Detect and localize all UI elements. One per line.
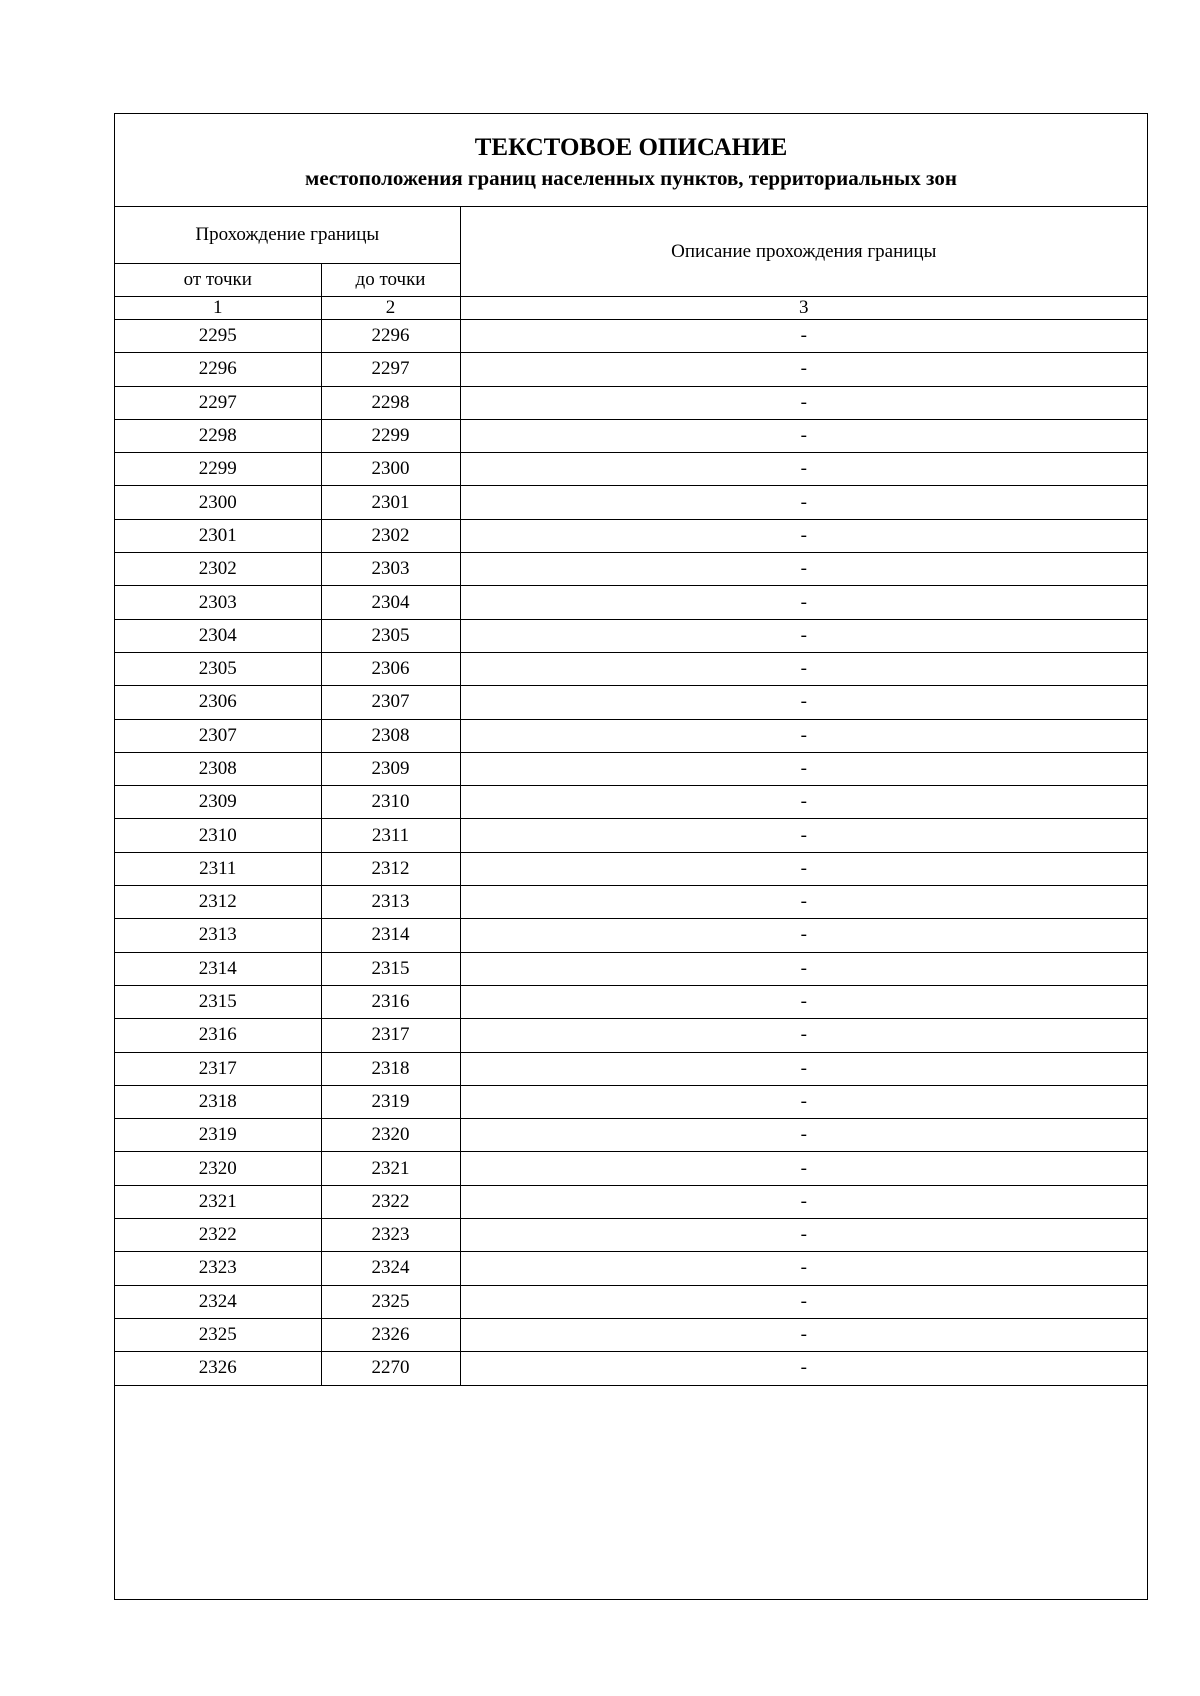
table-row xyxy=(115,985,1147,1018)
description-cell: - xyxy=(460,1052,1147,1085)
description-cell: - xyxy=(460,1019,1147,1052)
header-to-point: до точки xyxy=(321,264,460,297)
from-point-cell: 2320 xyxy=(115,1152,321,1185)
description-cell: - xyxy=(460,519,1147,552)
from-point-cell: 2309 xyxy=(115,786,321,819)
description-cell: - xyxy=(460,919,1147,952)
description-cell: - xyxy=(460,786,1147,819)
description-cell: - xyxy=(460,952,1147,985)
description-cell: - xyxy=(460,486,1147,519)
to-point-cell: 2310 xyxy=(321,786,460,819)
table-row xyxy=(115,1085,1147,1118)
to-point-cell: 2300 xyxy=(321,453,460,486)
to-point-cell: 2314 xyxy=(321,919,460,952)
from-point-cell: 2298 xyxy=(115,419,321,452)
from-point-cell: 2322 xyxy=(115,1219,321,1252)
table-row xyxy=(115,586,1147,619)
header-description: Описание прохождения границы xyxy=(460,207,1147,297)
to-point-cell: 2298 xyxy=(321,386,460,419)
table-row xyxy=(115,652,1147,685)
to-point-cell: 2322 xyxy=(321,1185,460,1218)
description-cell: - xyxy=(460,419,1147,452)
from-point-cell: 2300 xyxy=(115,486,321,519)
from-point-cell: 2296 xyxy=(115,353,321,386)
to-point-cell: 2303 xyxy=(321,553,460,586)
to-point-cell: 2307 xyxy=(321,686,460,719)
description-cell: - xyxy=(460,819,1147,852)
from-point-cell: 2315 xyxy=(115,985,321,1018)
to-point-cell: 2270 xyxy=(321,1352,460,1385)
description-cell: - xyxy=(460,886,1147,919)
description-cell: - xyxy=(460,652,1147,685)
from-point-cell: 2295 xyxy=(115,320,321,353)
table-row xyxy=(115,919,1147,952)
to-point-cell: 2312 xyxy=(321,852,460,885)
table-row xyxy=(115,320,1147,353)
document-title: ТЕКСТОВОЕ ОПИСАНИЕ xyxy=(474,134,788,161)
description-cell: - xyxy=(460,1185,1147,1218)
description-cell: - xyxy=(460,386,1147,419)
table-row xyxy=(115,486,1147,519)
to-point-cell: 2315 xyxy=(321,952,460,985)
header-boundary-passage: Прохождение границы xyxy=(115,207,460,264)
from-point-cell: 2314 xyxy=(115,952,321,985)
from-point-cell: 2324 xyxy=(115,1285,321,1318)
table-row xyxy=(115,886,1147,919)
table-row xyxy=(115,852,1147,885)
table-row xyxy=(115,1185,1147,1218)
description-cell: - xyxy=(460,453,1147,486)
table-row xyxy=(115,1152,1147,1185)
to-point-cell: 2302 xyxy=(321,519,460,552)
to-point-cell: 2318 xyxy=(321,1052,460,1085)
description-cell: - xyxy=(460,586,1147,619)
description-cell: - xyxy=(460,1152,1147,1185)
description-cell: - xyxy=(460,1085,1147,1118)
from-point-cell: 2312 xyxy=(115,886,321,919)
from-point-cell: 2311 xyxy=(115,852,321,885)
table-row xyxy=(115,1252,1147,1285)
to-point-cell: 2321 xyxy=(321,1152,460,1185)
to-point-cell: 2325 xyxy=(321,1285,460,1318)
to-point-cell: 2324 xyxy=(321,1252,460,1285)
document-frame xyxy=(114,113,1148,1600)
table-row xyxy=(115,819,1147,852)
description-cell: - xyxy=(460,852,1147,885)
from-point-cell: 2313 xyxy=(115,919,321,952)
from-point-cell: 2318 xyxy=(115,1085,321,1118)
table-row xyxy=(115,1052,1147,1085)
from-point-cell: 2326 xyxy=(115,1352,321,1385)
to-point-cell: 2323 xyxy=(321,1219,460,1252)
to-point-cell: 2308 xyxy=(321,719,460,752)
from-point-cell: 2307 xyxy=(115,719,321,752)
table-row xyxy=(115,952,1147,985)
to-point-cell: 2297 xyxy=(321,353,460,386)
from-point-cell: 2323 xyxy=(115,1252,321,1285)
table-row xyxy=(115,619,1147,652)
from-point-cell: 2317 xyxy=(115,1052,321,1085)
table-row xyxy=(115,1318,1147,1351)
from-point-cell: 2319 xyxy=(115,1119,321,1152)
table-row xyxy=(115,386,1147,419)
from-point-cell: 2297 xyxy=(115,386,321,419)
table-row xyxy=(115,786,1147,819)
table-row xyxy=(115,419,1147,452)
from-point-cell: 2299 xyxy=(115,453,321,486)
to-point-cell: 2301 xyxy=(321,486,460,519)
description-cell: - xyxy=(460,752,1147,785)
to-point-cell: 2299 xyxy=(321,419,460,452)
table-row xyxy=(115,1352,1147,1385)
title-block xyxy=(115,114,1147,207)
from-point-cell: 2302 xyxy=(115,553,321,586)
from-point-cell: 2325 xyxy=(115,1318,321,1351)
table-row xyxy=(115,719,1147,752)
column-number: 3 xyxy=(460,297,1147,320)
description-cell: - xyxy=(460,619,1147,652)
description-cell: - xyxy=(460,353,1147,386)
table-row xyxy=(115,686,1147,719)
to-point-cell: 2326 xyxy=(321,1318,460,1351)
table-row xyxy=(115,1219,1147,1252)
description-cell: - xyxy=(460,1252,1147,1285)
to-point-cell: 2305 xyxy=(321,619,460,652)
column-number: 2 xyxy=(321,297,460,320)
to-point-cell: 2296 xyxy=(321,320,460,353)
from-point-cell: 2316 xyxy=(115,1019,321,1052)
column-number: 1 xyxy=(115,297,321,320)
table-row xyxy=(115,553,1147,586)
table-row xyxy=(115,1119,1147,1152)
to-point-cell: 2317 xyxy=(321,1019,460,1052)
table-row xyxy=(115,752,1147,785)
description-cell: - xyxy=(460,553,1147,586)
description-cell: - xyxy=(460,719,1147,752)
header-from-point: от точки xyxy=(115,264,321,297)
table-row xyxy=(115,1019,1147,1052)
to-point-cell: 2320 xyxy=(321,1119,460,1152)
table-body xyxy=(115,320,1147,1386)
table-row xyxy=(115,453,1147,486)
description-cell: - xyxy=(460,1318,1147,1351)
to-point-cell: 2311 xyxy=(321,819,460,852)
boundary-table xyxy=(115,207,1147,1386)
table-row xyxy=(115,353,1147,386)
to-point-cell: 2313 xyxy=(321,886,460,919)
from-point-cell: 2308 xyxy=(115,752,321,785)
to-point-cell: 2319 xyxy=(321,1085,460,1118)
from-point-cell: 2305 xyxy=(115,652,321,685)
table-row xyxy=(115,1285,1147,1318)
description-cell: - xyxy=(460,686,1147,719)
to-point-cell: 2304 xyxy=(321,586,460,619)
description-cell: - xyxy=(460,1352,1147,1385)
from-point-cell: 2304 xyxy=(115,619,321,652)
document-subtitle: местоположения границ населенных пунктов, территориальных зон xyxy=(305,166,957,190)
to-point-cell: 2316 xyxy=(321,985,460,1018)
from-point-cell: 2306 xyxy=(115,686,321,719)
to-point-cell: 2309 xyxy=(321,752,460,785)
from-point-cell: 2310 xyxy=(115,819,321,852)
description-cell: - xyxy=(460,320,1147,353)
from-point-cell: 2303 xyxy=(115,586,321,619)
from-point-cell: 2301 xyxy=(115,519,321,552)
description-cell: - xyxy=(460,1285,1147,1318)
to-point-cell: 2306 xyxy=(321,652,460,685)
from-point-cell: 2321 xyxy=(115,1185,321,1218)
table-row xyxy=(115,519,1147,552)
description-cell: - xyxy=(460,985,1147,1018)
description-cell: - xyxy=(460,1119,1147,1152)
description-cell: - xyxy=(460,1219,1147,1252)
